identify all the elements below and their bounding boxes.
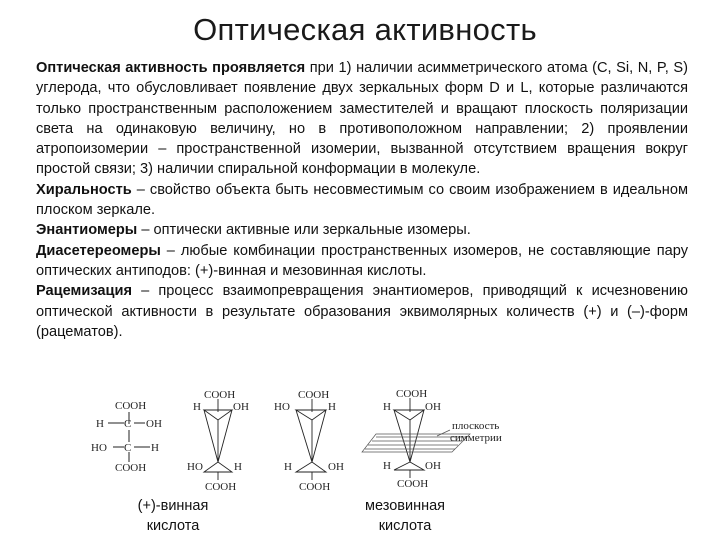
model-1-oh-top-label: OH: [233, 401, 249, 413]
model-3-h-top-label: H: [383, 401, 391, 413]
fischer-h2-label: H: [151, 442, 159, 454]
model-3-h-bot-label: H: [383, 460, 391, 472]
definition-chirality: – свойство объекта быть несовместимым со своим изображением в идеальном плоском зеркале.: [36, 181, 688, 219]
plane-label-line-2: симметрии: [450, 432, 502, 444]
model-2-top-label: COOH: [298, 389, 330, 401]
model-1-h-top-label: H: [193, 401, 201, 413]
model-2-h-top-label: H: [328, 401, 336, 413]
term-racemization: Рацемизация: [36, 283, 132, 300]
model-1-h-bot-label: H: [234, 461, 242, 473]
model-3-bottom-label: COOH: [397, 478, 429, 490]
model-3-oh-top-label: OH: [425, 401, 441, 413]
model-1-ho-bot-label: HO: [187, 461, 203, 473]
term-optical-activity: Оптическая активность проявляется: [36, 60, 306, 76]
model-2-oh-bot-label: OH: [328, 461, 344, 473]
model-1: [204, 399, 232, 480]
model-2-h-bot-label: H: [284, 461, 292, 473]
term-diastereomers: Диасетереомеры: [36, 242, 161, 259]
caption-tartaric-line-1: (+)-винная: [137, 498, 209, 514]
model-3-oh-bot-label: OH: [425, 460, 441, 472]
caption-meso-line-2: кислота: [378, 518, 432, 534]
fischer-h1-label: H: [96, 418, 104, 430]
model-2-ho-top-label: HO: [274, 401, 290, 413]
term-enantiomers: Энантиомеры: [36, 222, 138, 239]
caption-tartaric-acid: [118, 496, 228, 536]
term-chirality: Хиральность: [36, 181, 132, 198]
definition-diastereomers: – любые комбинации пространственных изомеров, не составляющие пару оптических антиподов: (+)-винная и мезовинная кислоты.: [36, 242, 688, 279]
fischer-top-label: COOH: [115, 400, 147, 412]
fischer-bottom-label: COOH: [115, 462, 147, 474]
fischer-oh1-label: OH: [146, 418, 162, 430]
model-1-top-label: COOH: [204, 389, 236, 401]
model-2-bottom-label: COOH: [299, 481, 331, 493]
model-3: [394, 398, 424, 478]
model-3-top-label: COOH: [396, 388, 428, 400]
plane-label-line-1: плоскость: [452, 420, 500, 432]
caption-meso-tartaric-acid: [345, 496, 465, 536]
model-1-bottom-label: COOH: [205, 481, 237, 493]
model-2: [296, 399, 326, 480]
caption-tartaric-line-2: кислота: [146, 518, 200, 534]
fischer-c2-label: C: [124, 442, 132, 454]
definition-optical-activity: при 1) наличии асимметрического атома (C, Si, N, P, S) углерода, что обусловливает появление двух зеркальных форм D и L, которые различаются только пространственным расположением заместителей и вращают плоскость поляризации света на одинаковую величину, но в противоположном направлении; 2) проявлении атропоизомерии – пространственной изомерии, вызванной отсутствием вращения вокруг простой связи; 3) наличии спиральной конформации в молекуле.: [36, 60, 688, 178]
definition-racemization: – процесс взаимопревращения энантиомеров, приводящий к исчезновению оптической активности в результате образования эквимолярных количеств (+) и (–)-форм (рацематов).: [36, 283, 688, 340]
fischer-c1-label: C: [124, 418, 132, 430]
caption-meso-line-1: мезовинная: [365, 498, 445, 514]
slide-title: Оптическая активность: [193, 12, 537, 47]
definition-enantiomers: – оптически активные или зеркальные изомеры.: [137, 222, 471, 239]
fischer-ho2-label: HO: [91, 442, 107, 454]
